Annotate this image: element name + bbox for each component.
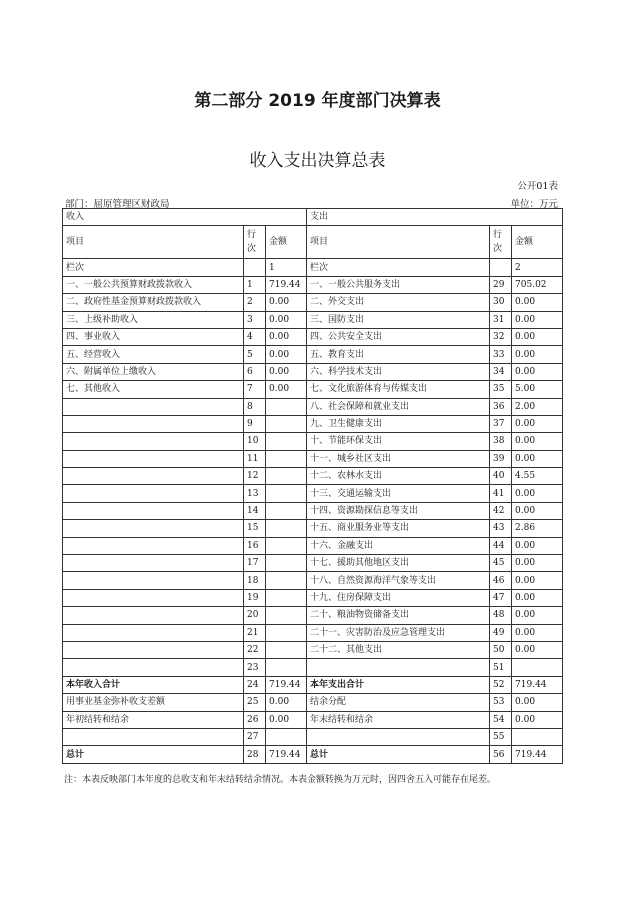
- expense-item-cell: 二十、粮油物资储备支出: [307, 607, 490, 624]
- expense-row-no-cell: 44: [490, 537, 512, 554]
- table-row: [63, 450, 563, 467]
- expense-row-no-header: 行次: [490, 226, 512, 259]
- expense-item-cell: 九、卫生健康支出: [307, 415, 490, 432]
- table-row: [63, 728, 563, 745]
- expense-amount-cell: 705.02: [512, 276, 563, 293]
- part-title: 第二部分 2019 年度部门决算表: [194, 91, 441, 111]
- income-amount-cell: 0.00: [266, 346, 307, 363]
- income-row-no-cell: 24: [244, 676, 266, 693]
- income-amount-cell: [266, 433, 307, 450]
- income-row-no-cell: 23: [244, 659, 266, 676]
- expense-item-cell: 四、公共安全支出: [307, 328, 490, 345]
- income-item-cell: [63, 607, 244, 624]
- income-item-cell: [63, 415, 244, 432]
- income-expense-table: [62, 208, 563, 764]
- income-row-no-cell: 11: [244, 450, 266, 467]
- expense-item-cell: [307, 728, 490, 745]
- table-row: [63, 415, 563, 432]
- income-column-label: 栏次: [63, 259, 244, 276]
- expense-item-cell: 六、科学技术支出: [307, 363, 490, 380]
- table-row: [63, 607, 563, 624]
- income-item-cell: 六、附属单位上缴收入: [63, 363, 244, 380]
- income-item-cell: 年初结转和结余: [63, 711, 244, 728]
- expense-amount-cell: 0.00: [512, 363, 563, 380]
- expense-amount-cell: 0.00: [512, 415, 563, 432]
- table-row: [63, 294, 563, 311]
- table-row: [63, 398, 563, 415]
- expense-header: 支出: [307, 209, 563, 226]
- income-item-cell: 用事业基金弥补收支差额: [63, 694, 244, 711]
- expense-item-cell: 十五、商业服务业等支出: [307, 520, 490, 537]
- expense-item-cell: 十三、交通运输支出: [307, 485, 490, 502]
- income-row-no-cell: 2: [244, 294, 266, 311]
- income-amount-cell: [266, 537, 307, 554]
- expense-item-cell: 五、教育支出: [307, 346, 490, 363]
- expense-item-cell: 本年支出合计: [307, 676, 490, 693]
- table-row: [63, 589, 563, 606]
- income-item-cell: 五、经营收入: [63, 346, 244, 363]
- expense-row-no-cell: 55: [490, 728, 512, 745]
- income-row-no-cell: 18: [244, 572, 266, 589]
- table-row: [63, 311, 563, 328]
- income-amount-cell: [266, 485, 307, 502]
- table-code: 公开01表: [517, 181, 558, 192]
- income-item-cell: [63, 624, 244, 641]
- expense-item-cell: 三、国防支出: [307, 311, 490, 328]
- table-row: [63, 502, 563, 519]
- expense-row-no-cell: 38: [490, 433, 512, 450]
- table-row: [63, 276, 563, 293]
- income-row-no-cell: 25: [244, 694, 266, 711]
- income-row-no-cell: 16: [244, 537, 266, 554]
- expense-row-no-cell: 56: [490, 746, 512, 763]
- income-amount-cell: 719.44: [266, 746, 307, 763]
- income-row-no-cell: 5: [244, 346, 266, 363]
- income-row-no-cell: 27: [244, 728, 266, 745]
- expense-amount-cell: 2.86: [512, 520, 563, 537]
- income-amount-cell: 0.00: [266, 311, 307, 328]
- expense-amount-cell: 0.00: [512, 607, 563, 624]
- income-item-cell: [63, 485, 244, 502]
- expense-item-cell: 十四、资源勘探信息等支出: [307, 502, 490, 519]
- income-item-cell: [63, 659, 244, 676]
- table-row: [63, 711, 563, 728]
- income-row-no-header: 行次: [244, 226, 266, 259]
- expense-item-cell: 十七、援助其他地区支出: [307, 555, 490, 572]
- expense-item-cell: [307, 659, 490, 676]
- expense-amount-cell: 0.00: [512, 485, 563, 502]
- income-item-cell: [63, 537, 244, 554]
- income-item-cell: [63, 572, 244, 589]
- expense-amount-cell: 0.00: [512, 555, 563, 572]
- expense-item-cell: 二、外交支出: [307, 294, 490, 311]
- income-amount-cell: [266, 607, 307, 624]
- expense-row-no-cell: 34: [490, 363, 512, 380]
- income-row-no-cell: 17: [244, 555, 266, 572]
- table-row: [63, 659, 563, 676]
- expense-item-cell: 二十一、灾害防治及应急管理支出: [307, 624, 490, 641]
- expense-row-no-cell: 42: [490, 502, 512, 519]
- income-column-spacer: [244, 259, 266, 276]
- expense-row-no-cell: 31: [490, 311, 512, 328]
- expense-item-cell: 结余分配: [307, 694, 490, 711]
- income-amount-cell: 0.00: [266, 294, 307, 311]
- income-row-no-cell: 8: [244, 398, 266, 415]
- income-item-cell: [63, 728, 244, 745]
- income-amount-cell: [266, 589, 307, 606]
- income-row-no-cell: 20: [244, 607, 266, 624]
- income-amount-cell: [266, 641, 307, 658]
- expense-row-no-cell: 36: [490, 398, 512, 415]
- expense-amount-cell: 0.00: [512, 328, 563, 345]
- income-item-cell: [63, 468, 244, 485]
- table-row: [63, 694, 563, 711]
- expense-row-no-cell: 50: [490, 641, 512, 658]
- expense-row-no-cell: 47: [490, 589, 512, 606]
- income-amount-cell: [266, 398, 307, 415]
- income-amount-cell: [266, 502, 307, 519]
- income-row-no-cell: 6: [244, 363, 266, 380]
- expense-item-cell: 一、一般公共服务支出: [307, 276, 490, 293]
- income-item-cell: [63, 433, 244, 450]
- expense-row-no-cell: 45: [490, 555, 512, 572]
- expense-row-no-cell: 48: [490, 607, 512, 624]
- income-item-cell: 总计: [63, 746, 244, 763]
- expense-item-cell: 十二、农林水支出: [307, 468, 490, 485]
- income-amount-cell: 719.44: [266, 276, 307, 293]
- expense-row-no-cell: 51: [490, 659, 512, 676]
- income-item-cell: 四、事业收入: [63, 328, 244, 345]
- expense-row-no-cell: 29: [490, 276, 512, 293]
- income-item-cell: 本年收入合计: [63, 676, 244, 693]
- footnote: 注：本表反映部门本年度的总收支和年末结转结余情况。本表金额转换为万元时，因四舍五入可能存在尾差。: [64, 775, 497, 785]
- expense-column-label: 栏次: [307, 259, 490, 276]
- expense-item-header: 项目: [307, 226, 490, 259]
- income-amount-cell: [266, 659, 307, 676]
- income-amount-cell: 0.00: [266, 363, 307, 380]
- income-row-no-cell: 22: [244, 641, 266, 658]
- expense-amount-cell: [512, 728, 563, 745]
- income-amount-cell: [266, 624, 307, 641]
- department-label: 部门：屈原管理区财政局: [65, 199, 170, 210]
- income-item-cell: [63, 520, 244, 537]
- income-amount-cell: 719.44: [266, 676, 307, 693]
- income-amount-cell: 0.00: [266, 694, 307, 711]
- income-amount-cell: [266, 415, 307, 432]
- expense-row-no-cell: 40: [490, 468, 512, 485]
- income-amount-cell: 0.00: [266, 381, 307, 398]
- income-row-no-cell: 9: [244, 415, 266, 432]
- expense-row-no-cell: 33: [490, 346, 512, 363]
- expense-amount-cell: 0.00: [512, 450, 563, 467]
- income-row-no-cell: 15: [244, 520, 266, 537]
- expense-amount-cell: 4.55: [512, 468, 563, 485]
- expense-column-spacer: [490, 259, 512, 276]
- expense-amount-cell: 0.00: [512, 624, 563, 641]
- expense-item-cell: 二十二、其他支出: [307, 641, 490, 658]
- expense-amount-cell: 0.00: [512, 589, 563, 606]
- income-amount-cell: [266, 728, 307, 745]
- income-item-cell: [63, 502, 244, 519]
- expense-row-no-cell: 32: [490, 328, 512, 345]
- expense-amount-cell: 719.44: [512, 746, 563, 763]
- expense-amount-cell: 0.00: [512, 694, 563, 711]
- table-row: [63, 468, 563, 485]
- expense-amount-cell: 0.00: [512, 294, 563, 311]
- income-column-number: 1: [266, 259, 307, 276]
- table-row: [63, 555, 563, 572]
- expense-item-cell: 十八、自然资源海洋气象等支出: [307, 572, 490, 589]
- income-item-cell: [63, 555, 244, 572]
- expense-amount-cell: 5.00: [512, 381, 563, 398]
- income-amount-cell: [266, 468, 307, 485]
- expense-row-no-cell: 53: [490, 694, 512, 711]
- unit-label: 单位：万元: [510, 199, 558, 210]
- expense-row-no-cell: 39: [490, 450, 512, 467]
- expense-amount-cell: 0.00: [512, 502, 563, 519]
- expense-item-cell: 十九、住房保障支出: [307, 589, 490, 606]
- expense-amount-header: 金额: [512, 226, 563, 259]
- income-row-no-cell: 12: [244, 468, 266, 485]
- expense-item-cell: 七、文化旅游体育与传媒支出: [307, 381, 490, 398]
- expense-amount-cell: 719.44: [512, 676, 563, 693]
- expense-row-no-cell: 52: [490, 676, 512, 693]
- income-row-no-cell: 3: [244, 311, 266, 328]
- table-row: [63, 537, 563, 554]
- income-item-cell: [63, 589, 244, 606]
- income-item-header: 项目: [63, 226, 244, 259]
- expense-row-no-cell: 30: [490, 294, 512, 311]
- income-item-cell: 一、一般公共预算财政拨款收入: [63, 276, 244, 293]
- table-title: 收入支出决算总表: [249, 151, 386, 171]
- expense-item-cell: 总计: [307, 746, 490, 763]
- income-item-cell: [63, 641, 244, 658]
- expense-item-cell: 十、节能环保支出: [307, 433, 490, 450]
- income-item-cell: 二、政府性基金预算财政拨款收入: [63, 294, 244, 311]
- table-row: [63, 346, 563, 363]
- income-row-no-cell: 26: [244, 711, 266, 728]
- expense-item-cell: 八、社会保障和就业支出: [307, 398, 490, 415]
- expense-amount-cell: 0.00: [512, 346, 563, 363]
- expense-row-no-cell: 49: [490, 624, 512, 641]
- income-row-no-cell: 7: [244, 381, 266, 398]
- income-amount-cell: [266, 555, 307, 572]
- expense-item-cell: 十六、金融支出: [307, 537, 490, 554]
- table-row: [63, 676, 563, 693]
- expense-item-cell: 年末结转和结余: [307, 711, 490, 728]
- income-row-no-cell: 28: [244, 746, 266, 763]
- expense-amount-cell: 2.00: [512, 398, 563, 415]
- expense-amount-cell: 0.00: [512, 641, 563, 658]
- expense-amount-cell: 0.00: [512, 537, 563, 554]
- table-row: [63, 572, 563, 589]
- expense-row-no-cell: 37: [490, 415, 512, 432]
- income-amount-cell: [266, 520, 307, 537]
- income-row-no-cell: 4: [244, 328, 266, 345]
- expense-row-no-cell: 46: [490, 572, 512, 589]
- expense-amount-cell: 0.00: [512, 311, 563, 328]
- expense-amount-cell: 0.00: [512, 433, 563, 450]
- expense-amount-cell: 0.00: [512, 572, 563, 589]
- income-row-no-cell: 13: [244, 485, 266, 502]
- income-item-cell: [63, 398, 244, 415]
- expense-row-no-cell: 54: [490, 711, 512, 728]
- table-body: [63, 276, 563, 763]
- income-amount-cell: [266, 450, 307, 467]
- income-header: 收入: [63, 209, 307, 226]
- income-item-cell: 七、其他收入: [63, 381, 244, 398]
- expense-row-no-cell: 35: [490, 381, 512, 398]
- income-row-no-cell: 10: [244, 433, 266, 450]
- table-row: [63, 433, 563, 450]
- expense-row-no-cell: 43: [490, 520, 512, 537]
- table-row: [63, 624, 563, 641]
- table-row: [63, 328, 563, 345]
- expense-column-number: 2: [512, 259, 563, 276]
- income-row-no-cell: 19: [244, 589, 266, 606]
- table-row: [63, 520, 563, 537]
- income-row-no-cell: 1: [244, 276, 266, 293]
- income-amount-header: 金额: [266, 226, 307, 259]
- expense-row-no-cell: 41: [490, 485, 512, 502]
- income-item-cell: [63, 450, 244, 467]
- expense-amount-cell: [512, 659, 563, 676]
- table-row: [63, 485, 563, 502]
- income-row-no-cell: 21: [244, 624, 266, 641]
- expense-amount-cell: 0.00: [512, 711, 563, 728]
- income-item-cell: 三、上级补助收入: [63, 311, 244, 328]
- table-row: [63, 381, 563, 398]
- income-row-no-cell: 14: [244, 502, 266, 519]
- income-amount-cell: 0.00: [266, 328, 307, 345]
- table-row: [63, 641, 563, 658]
- expense-item-cell: 十一、城乡社区支出: [307, 450, 490, 467]
- table-row: [63, 363, 563, 380]
- income-amount-cell: 0.00: [266, 711, 307, 728]
- income-amount-cell: [266, 572, 307, 589]
- table-row: [63, 746, 563, 763]
